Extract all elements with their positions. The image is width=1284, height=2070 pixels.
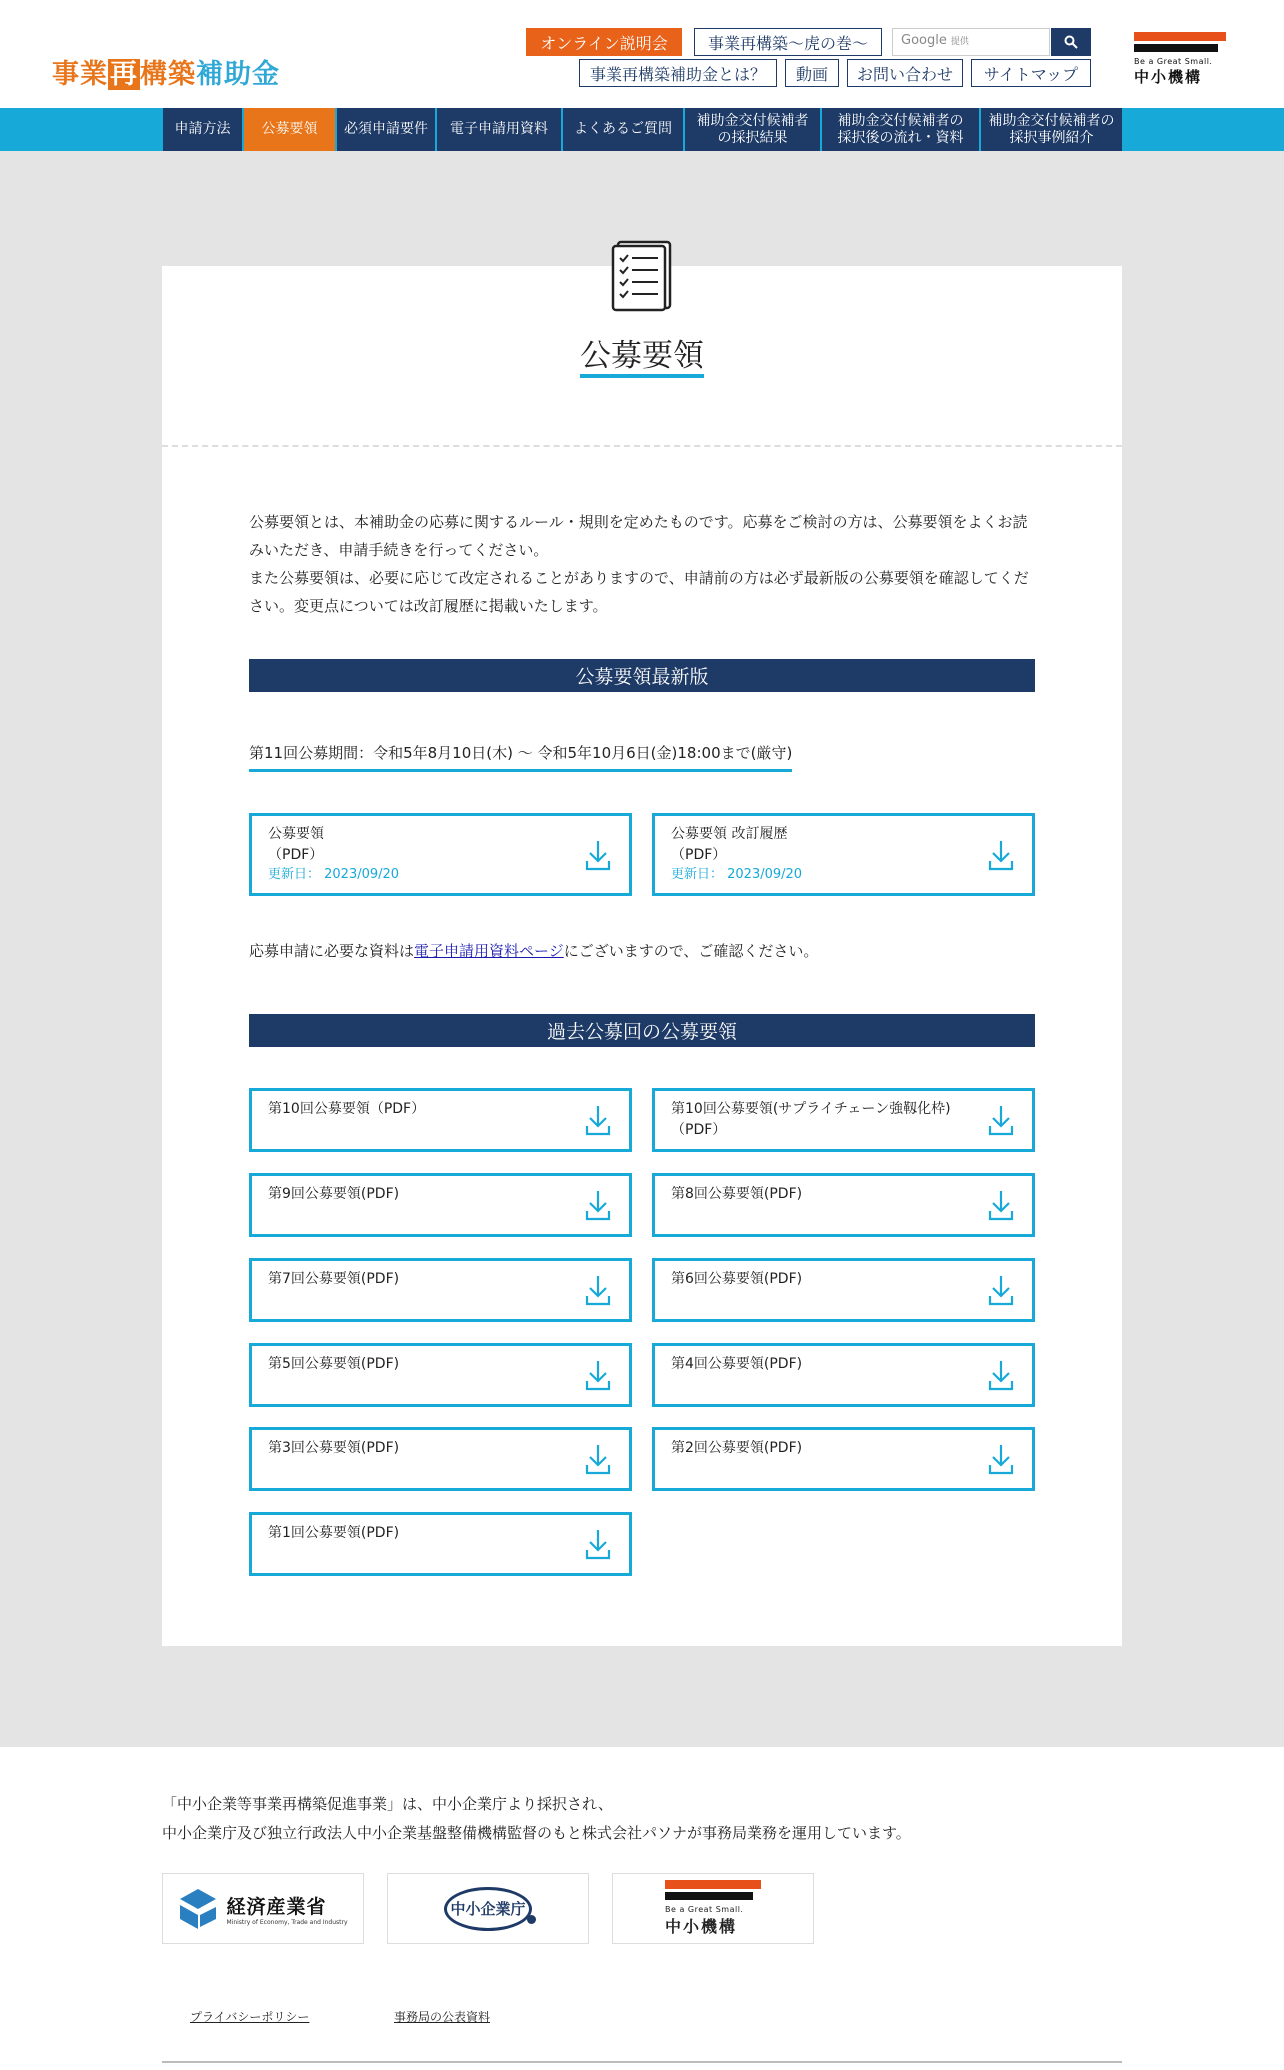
download-icon bbox=[988, 1359, 1014, 1391]
download-label: 第9回公募要領(PDF) bbox=[268, 1186, 400, 1202]
toranomaki-button[interactable]: 事業再構築〜虎の巻〜 bbox=[694, 28, 882, 56]
update-date: 更新日： 2023/09/20 bbox=[671, 867, 803, 882]
search-icon bbox=[1064, 35, 1078, 49]
smrj-logo-bar bbox=[1134, 44, 1218, 52]
footer-line: 「中小企業等事業再構築促進事業」は、中小企業庁より採択され、 bbox=[162, 1795, 613, 1813]
nav-item-results[interactable]: 補助金交付候補者 の採択結果 bbox=[685, 108, 820, 151]
smrj-footer-logo-link[interactable] bbox=[612, 1873, 814, 1944]
logo-text-3: 構築 bbox=[140, 59, 196, 90]
download-past-2[interactable] bbox=[652, 1427, 1035, 1491]
sme-agency-logo-link[interactable] bbox=[387, 1873, 589, 1944]
nav-item-post-selection[interactable]: 補助金交付候補者の 採択後の流れ・資料 bbox=[822, 108, 979, 151]
nav-item-application-method[interactable]: 申請方法 bbox=[163, 108, 242, 151]
download-icon bbox=[585, 1274, 611, 1306]
download-revision-history-pdf[interactable] bbox=[652, 813, 1035, 896]
download-label: 第7回公募要領(PDF) bbox=[268, 1271, 400, 1287]
secretariat-public-docs-link[interactable]: 事務局の公表資料 bbox=[394, 2010, 491, 2024]
nav-item-e-application-docs[interactable]: 電子申請用資料 bbox=[437, 108, 561, 151]
update-date: 更新日： 2023/09/20 bbox=[268, 867, 400, 882]
meti-logo-link[interactable] bbox=[162, 1873, 364, 1944]
intro-text bbox=[249, 508, 1039, 620]
smrj-logo[interactable] bbox=[1134, 32, 1226, 87]
note-text: 応募申請に必要な資料は bbox=[249, 942, 415, 960]
download-past-8[interactable] bbox=[652, 1173, 1035, 1237]
nav-item-case-studies[interactable]: 補助金交付候補者の 採択事例紹介 bbox=[981, 108, 1122, 151]
download-past-1[interactable] bbox=[249, 1512, 632, 1576]
note-text: にございますので、ご確認ください。 bbox=[563, 942, 819, 960]
e-application-docs-link[interactable]: 電子申請用資料ページ bbox=[414, 942, 564, 960]
meti-emblem-icon bbox=[178, 1887, 218, 1931]
privacy-policy-link[interactable]: プライバシーポリシー bbox=[190, 2010, 310, 2024]
download-past-3[interactable] bbox=[249, 1427, 632, 1491]
download-label: 第10回公募要領（PDF） bbox=[268, 1101, 426, 1117]
download-label: 公募要領 （PDF） bbox=[268, 826, 324, 863]
logo-text-2: 再 bbox=[110, 59, 138, 90]
google-sub-label: 提供 bbox=[950, 37, 969, 47]
download-past-10[interactable] bbox=[249, 1088, 632, 1152]
title-underline bbox=[580, 374, 704, 378]
nav-item-requirements[interactable]: 必須申請要件 bbox=[337, 108, 435, 151]
download-past-6[interactable] bbox=[652, 1258, 1035, 1322]
download-label: 第4回公募要領(PDF) bbox=[671, 1356, 803, 1372]
download-label: 第5回公募要領(PDF) bbox=[268, 1356, 400, 1372]
nav-item-guidelines[interactable]: 公募要領 bbox=[244, 108, 335, 151]
footer-divider bbox=[162, 2061, 1122, 2063]
download-icon bbox=[585, 1189, 611, 1221]
document-checklist-icon bbox=[610, 240, 674, 312]
download-icon bbox=[585, 1528, 611, 1560]
download-icon bbox=[585, 1443, 611, 1475]
online-briefing-button[interactable]: オンライン説明会 bbox=[526, 28, 682, 56]
intro-paragraph: 公募要領とは、本補助金の応募に関するルール・規則を定めたものです。応募をご検討の方は、公募要領をよくお読みいただき、申請手続きを行ってください。 bbox=[249, 513, 1028, 559]
download-icon bbox=[988, 839, 1014, 871]
contact-button[interactable]: お問い合わせ bbox=[847, 59, 963, 87]
download-icon bbox=[988, 1443, 1014, 1475]
logo-dot bbox=[527, 1915, 536, 1924]
about-subsidy-button[interactable]: 事業再構築補助金とは？ bbox=[579, 59, 777, 87]
smrj-tagline: Be a Great Small. bbox=[665, 1905, 744, 1914]
search-button[interactable] bbox=[1051, 28, 1091, 56]
e-application-note bbox=[249, 940, 818, 961]
download-icon bbox=[988, 1104, 1014, 1136]
sitemap-button[interactable]: サイトマップ bbox=[971, 59, 1091, 87]
intro-paragraph: また公募要領は、必要に応じて改定されることがありますので、申請前の方は必ず最新版の公募要領を確認してください。変更点については改訂履歴に掲載いたします。 bbox=[249, 569, 1029, 615]
nav-item-faq[interactable]: よくあるご質問 bbox=[563, 108, 683, 151]
download-label: 第2回公募要領(PDF) bbox=[671, 1440, 803, 1456]
meti-name: 経済産業省 bbox=[226, 1895, 327, 1918]
download-label: 第8回公募要領(PDF) bbox=[671, 1186, 803, 1202]
application-period: 第11回公募期間：令和5年8月10日(木) 〜 令和5年10月6日(金)18:00まで(厳守) bbox=[249, 742, 792, 772]
download-past-9[interactable] bbox=[249, 1173, 632, 1237]
download-label: 第10回公募要領(サプライチェーン強靱化枠) （PDF） bbox=[671, 1101, 951, 1138]
download-icon bbox=[988, 1274, 1014, 1306]
download-past-4[interactable] bbox=[652, 1343, 1035, 1407]
footer-text bbox=[162, 1790, 1062, 1848]
smrj-tagline: Be a Great Small. bbox=[1134, 57, 1213, 66]
download-label: 第1回公募要領(PDF) bbox=[268, 1525, 400, 1541]
google-label: Google bbox=[901, 33, 947, 48]
download-icon bbox=[585, 1104, 611, 1136]
footer-line: 中小企業庁及び独立行政法人中小企業基盤整備機構監督のもと株式会社パソナが事務局業務を運用しています。 bbox=[162, 1824, 911, 1842]
video-button[interactable]: 動画 bbox=[785, 59, 839, 87]
download-icon bbox=[585, 839, 611, 871]
download-guidelines-pdf[interactable] bbox=[249, 813, 632, 896]
smrj-logo-bar bbox=[665, 1892, 753, 1900]
main-nav bbox=[0, 108, 1284, 151]
download-past-10-supply-chain[interactable] bbox=[652, 1088, 1035, 1152]
site-header bbox=[0, 0, 1284, 108]
past-section-heading: 過去公募回の公募要領 bbox=[249, 1014, 1035, 1047]
divider bbox=[162, 445, 1122, 447]
download-icon bbox=[988, 1189, 1014, 1221]
logo-text-4: 補助金 bbox=[196, 59, 280, 90]
download-past-7[interactable] bbox=[249, 1258, 632, 1322]
meti-sub: Ministry of Economy, Trade and Industry bbox=[226, 1918, 348, 1926]
smrj-logo-bar bbox=[1134, 32, 1226, 41]
download-label: 第3回公募要領(PDF) bbox=[268, 1440, 400, 1456]
sme-agency-logo bbox=[444, 1887, 532, 1931]
smrj-logo-bar bbox=[665, 1880, 761, 1889]
smrj-name: 中小機構 bbox=[1134, 68, 1203, 86]
logo-text-1: 事業 bbox=[52, 59, 108, 90]
page-title: 公募要領 bbox=[580, 338, 704, 374]
latest-section-heading: 公募要領最新版 bbox=[249, 659, 1035, 692]
download-label: 第6回公募要領(PDF) bbox=[671, 1271, 803, 1287]
download-past-5[interactable] bbox=[249, 1343, 632, 1407]
smrj-name: 中小機構 bbox=[665, 1917, 738, 1936]
download-icon bbox=[585, 1359, 611, 1391]
download-label: 公募要領 改訂履歴 （PDF） bbox=[671, 826, 788, 863]
site-logo[interactable] bbox=[52, 52, 280, 91]
sme-agency-name: 中小企業庁 bbox=[450, 1900, 526, 1918]
search-input[interactable] bbox=[892, 28, 1050, 56]
